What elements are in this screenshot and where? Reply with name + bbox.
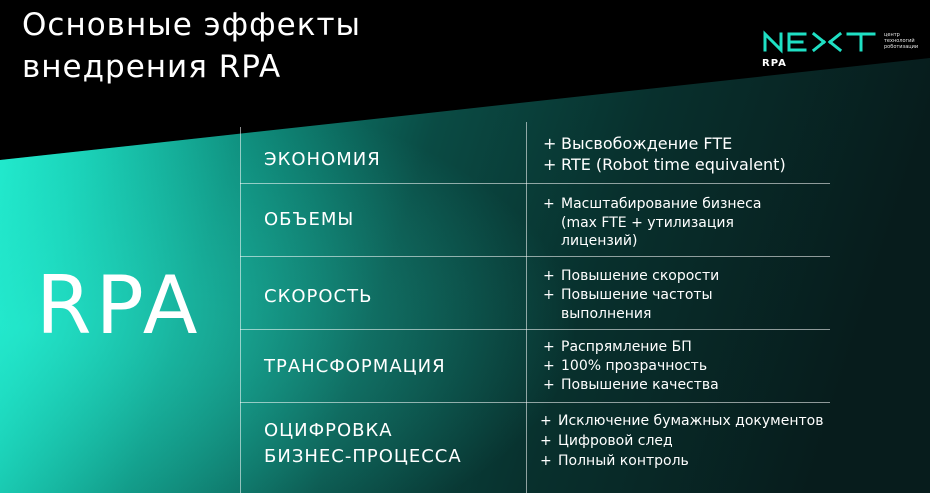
item-text: Распрямление БП xyxy=(561,339,692,355)
hero-label: RPA xyxy=(36,259,202,352)
item-text: Исключение бумажных документов xyxy=(558,413,824,429)
plus-icon: + xyxy=(543,287,555,303)
effects-list-speed xyxy=(543,267,719,324)
item-text: (max FTE + утилизация xyxy=(561,214,734,231)
page-title xyxy=(22,4,361,88)
plus-icon: + xyxy=(540,413,552,429)
category-label: ТРАНСФОРМАЦИЯ xyxy=(264,356,446,377)
logo-subtitle-line-3: роботизации xyxy=(884,44,919,50)
plus-icon: + xyxy=(543,155,557,174)
plus-icon: + xyxy=(540,433,552,449)
table-divider-left xyxy=(240,127,241,493)
plus-icon: + xyxy=(543,358,555,374)
list-item xyxy=(540,411,823,431)
category-transformation xyxy=(264,354,446,380)
effects-list-digitalization xyxy=(540,411,823,471)
list-item xyxy=(540,431,823,451)
logo-rpa-label: RPA xyxy=(762,58,787,69)
logo xyxy=(762,30,919,78)
list-item xyxy=(543,154,786,175)
list-item xyxy=(543,267,719,286)
logo-subtitle-line-1: центр xyxy=(884,32,900,38)
category-label-line-2: БИЗНЕС-ПРОЦЕССА xyxy=(264,446,462,467)
plus-icon: + xyxy=(543,196,555,212)
effects-list-transformation xyxy=(543,338,719,395)
category-label: ОБЪЕМЫ xyxy=(264,209,355,230)
item-text: Повышение скорости xyxy=(561,268,720,284)
item-text: Высвобождение FTE xyxy=(561,134,733,153)
category-label: ЭКОНОМИЯ xyxy=(264,149,381,170)
category-volumes xyxy=(264,207,354,233)
plus-icon: + xyxy=(543,339,555,355)
category-digitalization xyxy=(264,418,462,470)
category-label-line-1: ОЦИФРОВКА xyxy=(264,420,393,441)
category-speed xyxy=(264,284,372,310)
row-separator xyxy=(240,183,830,184)
effects-list-volumes xyxy=(543,195,761,251)
item-text: 100% прозрачность xyxy=(561,358,708,374)
plus-icon: + xyxy=(543,268,555,284)
item-text: Повышение частоты xyxy=(561,287,713,303)
page-title-line-2: внедрения RPA xyxy=(22,49,282,85)
item-text: лицензий) xyxy=(561,233,638,249)
page-title-line-1: Основные эффекты xyxy=(22,7,361,43)
plus-icon: + xyxy=(540,453,552,469)
logo-wordmark xyxy=(762,30,878,54)
logo-subtitle-line-2: технологий xyxy=(884,38,915,44)
category-economy xyxy=(264,147,381,173)
item-text: Масштабирование бизнеса xyxy=(561,196,762,212)
table-divider-middle xyxy=(526,122,527,493)
list-item xyxy=(543,286,719,324)
category-label: СКОРОСТЬ xyxy=(264,286,373,307)
item-text: Повышение качества xyxy=(561,377,719,393)
item-text: выполнения xyxy=(561,306,652,322)
row-separator xyxy=(240,402,830,403)
list-item xyxy=(543,357,719,376)
list-item xyxy=(543,376,719,395)
list-item xyxy=(540,451,823,471)
item-text: Цифровой след xyxy=(558,433,673,449)
list-item xyxy=(543,338,719,357)
row-separator xyxy=(240,329,830,330)
row-separator xyxy=(240,256,830,257)
list-item xyxy=(543,195,761,251)
effects-list-economy xyxy=(543,133,786,175)
logo-subtitle xyxy=(884,32,924,50)
item-text: RTE (Robot time equivalent) xyxy=(561,155,786,174)
list-item xyxy=(543,133,786,154)
plus-icon: + xyxy=(543,134,557,153)
plus-icon: + xyxy=(543,377,555,393)
item-text: Полный контроль xyxy=(558,453,689,469)
